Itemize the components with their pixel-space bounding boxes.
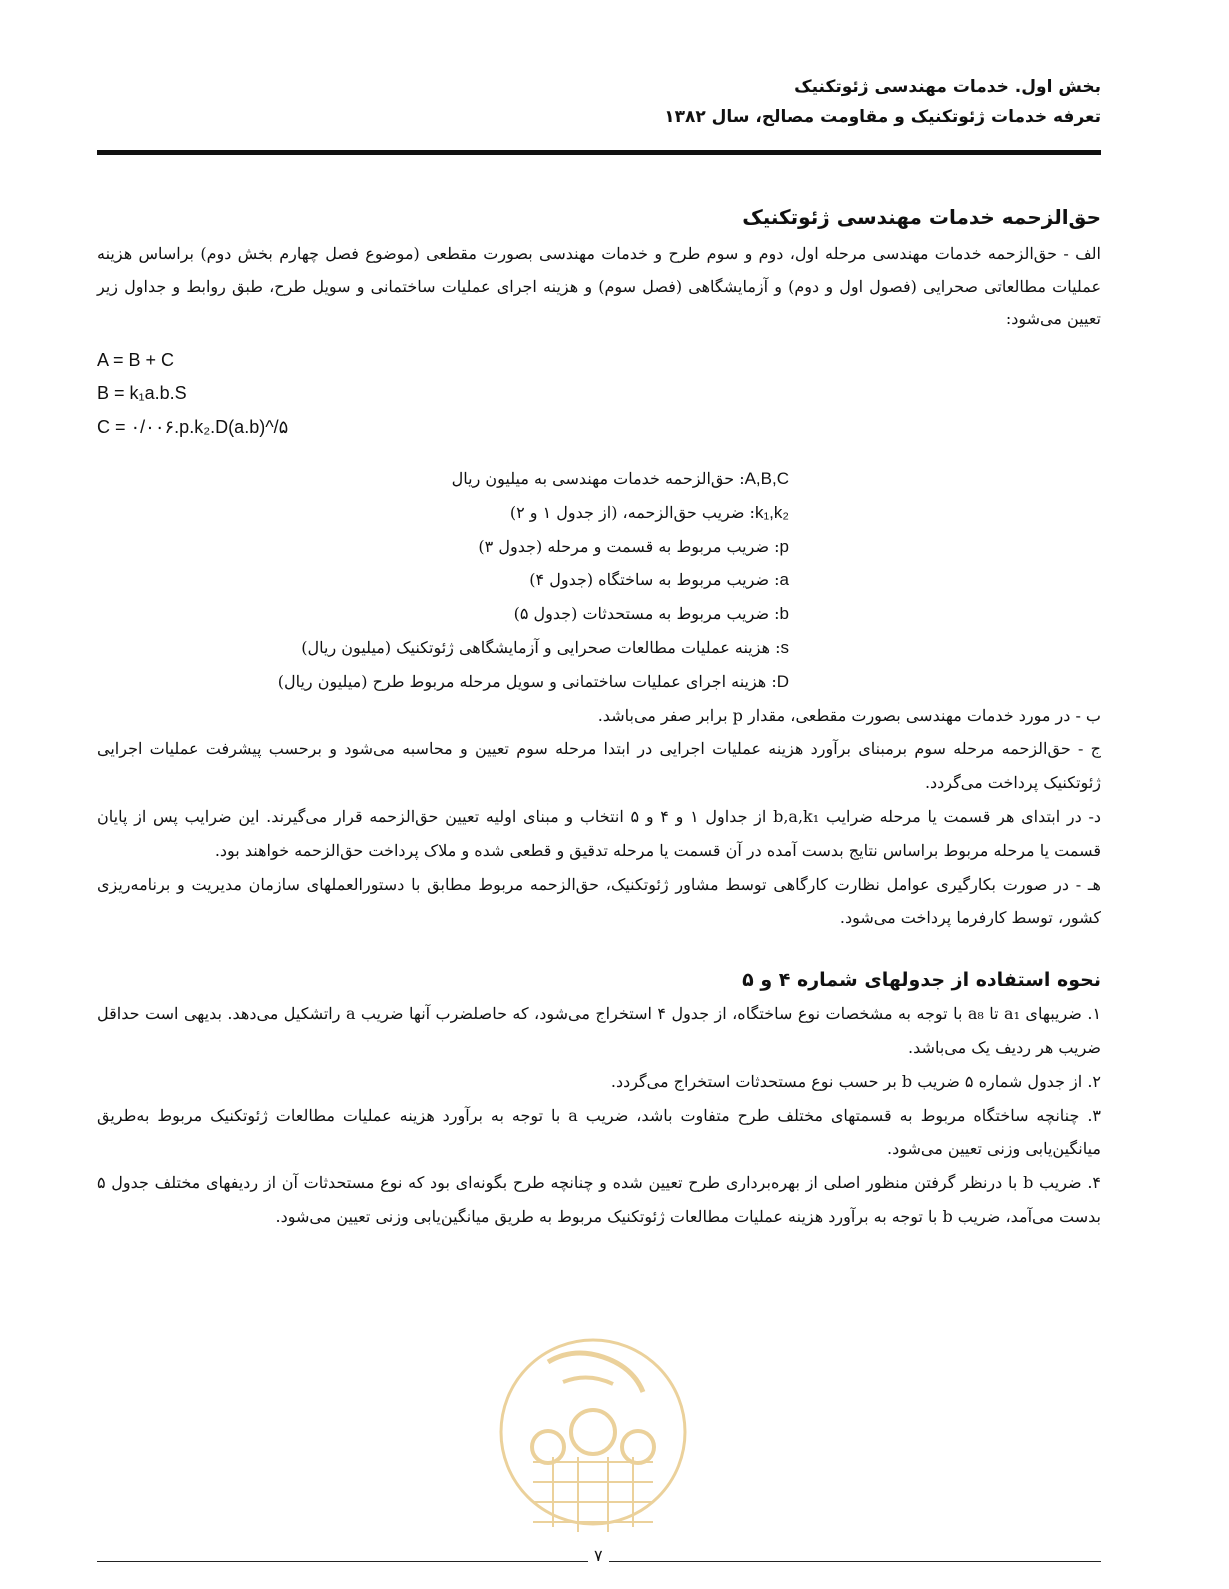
section2-item-2: ۲. از جدول شماره ۵ ضریب b بر حسب نوع مستحدثات استخراج می‌گردد.	[610, 1071, 1101, 1091]
definition-a: a: ضریب مربوط به ساختگاه (جدول ۴)	[529, 570, 789, 590]
watermark-seal-icon	[493, 1322, 693, 1547]
section1-title: حق‌الزحمه خدمات مهندسی ژئوتکنیک	[742, 205, 1101, 229]
section2	[97, 963, 1101, 1234]
formula-b: B = k₁a.b.S	[97, 383, 187, 403]
section2-item-1: ۱. ضریبهای a₁ تا a₈ با توجه به مشخصات نوع ساختگاه، از جدول ۴ استخراج می‌شود، که حاصلضرب آنها ضریب a راتشکیل می‌دهد. بدیهی است حداقل ضریب هر ردیف یک می‌باشد.	[97, 1004, 1102, 1057]
header-section-title: بخش اول. خدمات مهندسی ژئوتکنیک	[794, 77, 1101, 97]
formula-block	[97, 344, 1101, 445]
header-document-title: تعرفه خدمات ژئوتکنیک و مقاومت مصالح، سال ۱۳۸۲	[664, 107, 1101, 127]
definitions-list	[97, 462, 1101, 699]
section2-title: نحوه استفاده از جدولهای شماره ۴ و ۵	[742, 969, 1101, 992]
definition-d: D: هزینه اجرای عملیات ساختمانی و سویل مرحله مربوط طرح (میلیون ریال)	[277, 671, 789, 691]
page-header	[664, 72, 1101, 132]
definition-s: s: هزینه عملیات مطالعات صحرایی و آزمایشگاهی ژئوتکنیک (میلیون ریال)	[301, 637, 789, 657]
section1-intro: الف - حق‌الزحمه خدمات مهندسی مرحله اول، دوم و سوم طرح و خدمات مهندسی بصورت مقطعی (موضوع فصل چهارم بخش دوم) براساس هزینه عملیات مطالعاتی صحرایی (فصول اول و دوم) و آزمایشگاهی (فصل سوم) و هزینه اجرای عملیات ساختمانی و سویل طرح، طبق روابط و جداول زیر تعیین می‌شود:	[97, 244, 1102, 328]
section1-items	[97, 699, 1101, 936]
definition-k: k₁,k₂: ضریب حق‌الزحمه، (از جدول ۱ و ۲)	[509, 502, 789, 522]
item-j: ج - حق‌الزحمه مرحله سوم برمبنای برآورد هزینه عملیات اجرایی در ابتدا مرحله سوم تعیین و محاسبه می‌شود و برحسب پیشرفت عملیات اجرایی ژئوتکنیک پرداخت می‌گردد.	[97, 739, 1101, 793]
header-rule	[97, 150, 1101, 155]
item-h: هـ - در صورت بکارگیری عوامل نظارت کارگاهی توسط مشاور ژئوتکنیک، حق‌الزحمه مربوط مطابق با دستورالعملهای سازمان مدیریت و برنامه‌ریزی کشور، توسط کارفرما پرداخت می‌شود.	[97, 874, 1101, 928]
main-content	[97, 200, 1101, 1234]
definition-p: p: ضریب مربوط به قسمت و مرحله (جدول ۳)	[478, 536, 789, 556]
definition-abc: A,B,C: حق‌الزحمه خدمات مهندسی به میلیون ریال	[451, 469, 789, 488]
formula-a: A = B + C	[97, 349, 175, 370]
section2-item-4: ۴. ضریب b با درنظر گرفتن منظور اصلی از بهره‌برداری طرح تعیین شده و چنانچه طرح بگونه‌ای بود که نوع مستحدثات آن از ردیفهای مختلف جدول ۵ بدست می‌آمد، ضریب b با توجه به برآورد هزینه عملیات مطالعات ژئوتکنیک مربوط به طریق میانگین‌یابی وزنی تعیین می‌شود.	[97, 1173, 1102, 1226]
page-number: ۷	[588, 1546, 609, 1565]
item-d: د- در ابتدای هر قسمت یا مرحله ضرایب b,a,k₁ از جداول ۱ و ۴ و ۵ انتخاب و مبنای اولیه تعیین حق‌الزحمه قرار می‌گیرند. این ضرایب پس از پایان قسمت یا مرحله مربوط براساس نتایج بدست آمده در آن قسمت یا مرحله تدقیق و قطعی شده و ملاک پرداخت حق‌الزحمه خواهند بود.	[97, 806, 1102, 860]
item-b: ب - در مورد خدمات مهندسی بصورت مقطعی، مقدار p برابر صفر می‌باشد.	[597, 705, 1101, 725]
section2-item-3: ۳. چنانچه ساختگاه مربوط به قسمتهای مختلف طرح متفاوت باشد، ضریب a با توجه به برآورد هزینه عملیات مطالعات ژئوتکنیک مربوط به‌طریق میانگین‌یابی وزنی تعیین می‌شود.	[97, 1105, 1102, 1159]
definition-b: b: ضریب مربوط به مستحدثات (جدول ۵)	[513, 604, 789, 624]
formula-c: C = ۰/۰۰۶.p.k₂.D(a.b)^/۵	[97, 416, 289, 437]
section2-items	[97, 997, 1101, 1234]
